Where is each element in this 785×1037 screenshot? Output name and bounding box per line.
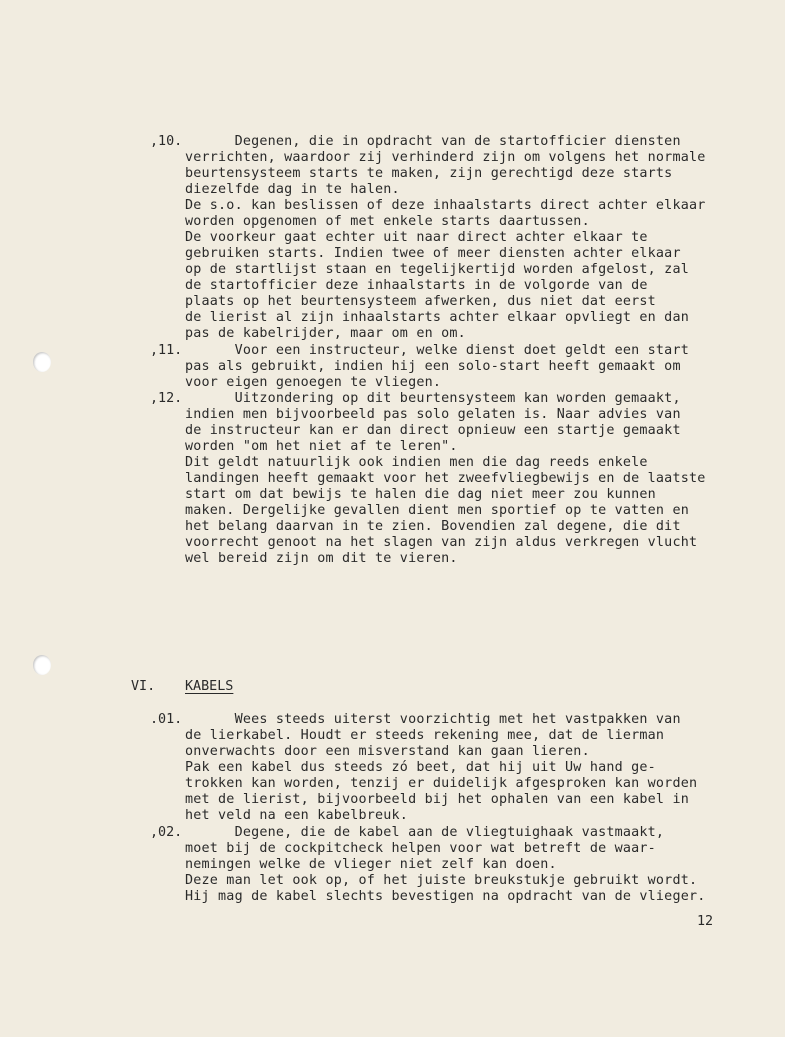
text-line: pas als gebruikt, indien hij een solo-start heeft gemaakt om bbox=[185, 359, 681, 374]
text-line: wel bereid zijn om dit te vieren. bbox=[185, 551, 458, 566]
text-line: Dit geldt natuurlijk ook indien men die dag reeds enkele bbox=[185, 455, 648, 470]
text-line: verrichten, waardoor zij verhinderd zijn om volgens het normale bbox=[185, 150, 706, 165]
punch-hole bbox=[33, 352, 51, 372]
section-number: VI. bbox=[131, 679, 156, 694]
item-number: ,10. bbox=[150, 134, 183, 149]
text-line: landingen heeft gemaakt voor het zweefvliegbewijs en de laatste bbox=[185, 471, 706, 486]
text-line: maken. Dergelijke gevallen dient men sportief op te vatten en bbox=[185, 503, 689, 518]
text-line: gebruiken starts. Indien twee of meer diensten achter elkaar bbox=[185, 246, 681, 261]
text-line: beurtensysteem starts te maken, zijn gerechtigd deze starts bbox=[185, 166, 673, 181]
item-number: ,12. bbox=[150, 391, 183, 406]
text-line: De voorkeur gaat echter uit naar direct achter elkaar te bbox=[185, 230, 648, 245]
text-line: indien men bijvoorbeeld pas solo gelaten is. Naar advies van bbox=[185, 407, 681, 422]
text-line: voor eigen genoegen te vliegen. bbox=[185, 375, 442, 390]
page-number: 12 bbox=[697, 914, 714, 929]
text-line: Degene, die de kabel aan de vliegtuighaak vastmaakt, bbox=[185, 825, 665, 840]
text-line: de lierist al zijn inhaalstarts achter elkaar opvliegt en dan bbox=[185, 310, 689, 325]
text-line: de lierkabel. Houdt er steeds rekening mee, dat de lierman bbox=[185, 728, 665, 743]
text-line: de instructeur kan er dan direct opnieuw een startje gemaakt bbox=[185, 423, 681, 438]
text-line: plaats op het beurtensysteem afwerken, dus niet dat eerst bbox=[185, 294, 656, 309]
item-number: ,02. bbox=[150, 825, 183, 840]
text-line: op de startlijst staan en tegelijkertijd worden afgelost, zal bbox=[185, 262, 689, 277]
text-line: De s.o. kan beslissen of deze inhaalstarts direct achter elkaar bbox=[185, 198, 706, 213]
text-line: Deze man let ook op, of het juiste breukstukje gebruikt wordt. bbox=[185, 873, 698, 888]
text-line: Pak een kabel dus steeds zó beet, dat hij uit Uw hand ge- bbox=[185, 760, 656, 775]
punch-hole bbox=[33, 655, 51, 675]
text-line: onverwachts door een misverstand kan gaan lieren. bbox=[185, 744, 590, 759]
text-line: worden opgenomen of met enkele starts daartussen. bbox=[185, 214, 590, 229]
text-line: Voor een instructeur, welke dienst doet geldt een start bbox=[185, 343, 689, 358]
text-line: nemingen welke de vlieger niet zelf kan doen. bbox=[185, 857, 557, 872]
text-line: moet bij de cockpitcheck helpen voor wat betreft de waar- bbox=[185, 841, 656, 856]
text-line: Hij mag de kabel slechts bevestigen na opdracht van de vlieger. bbox=[185, 889, 706, 904]
text-line: met de lierist, bijvoorbeeld bij het ophalen van een kabel in bbox=[185, 792, 689, 807]
text-line: Uitzondering op dit beurtensysteem kan worden gemaakt, bbox=[185, 391, 681, 406]
text-line: start om dat bewijs te halen die dag niet meer zou kunnen bbox=[185, 487, 656, 502]
text-line: Wees steeds uiterst voorzichtig met het vastpakken van bbox=[185, 712, 681, 727]
text-line: het belang daarvan in te zien. Bovendien zal degene, die dit bbox=[185, 519, 681, 534]
text-line: Degenen, die in opdracht van de startofficier diensten bbox=[185, 134, 681, 149]
text-line: trokken kan worden, tenzij er duidelijk afgesproken kan worden bbox=[185, 776, 698, 791]
item-number: ,11. bbox=[150, 343, 183, 358]
text-line: diezelfde dag in te halen. bbox=[185, 182, 400, 197]
text-line: voorrecht genoot na het slagen van zijn aldus verkregen vlucht bbox=[185, 535, 698, 550]
text-line: worden "om het niet af te leren". bbox=[185, 439, 458, 454]
item-number: .01. bbox=[150, 712, 183, 727]
text-line: pas de kabelrijder, maar om en om. bbox=[185, 326, 466, 341]
text-line: het veld na een kabelbreuk. bbox=[185, 808, 409, 823]
section-title: KABELS bbox=[185, 679, 234, 694]
text-line: de startofficier deze inhaalstarts in de volgorde van de bbox=[185, 278, 648, 293]
